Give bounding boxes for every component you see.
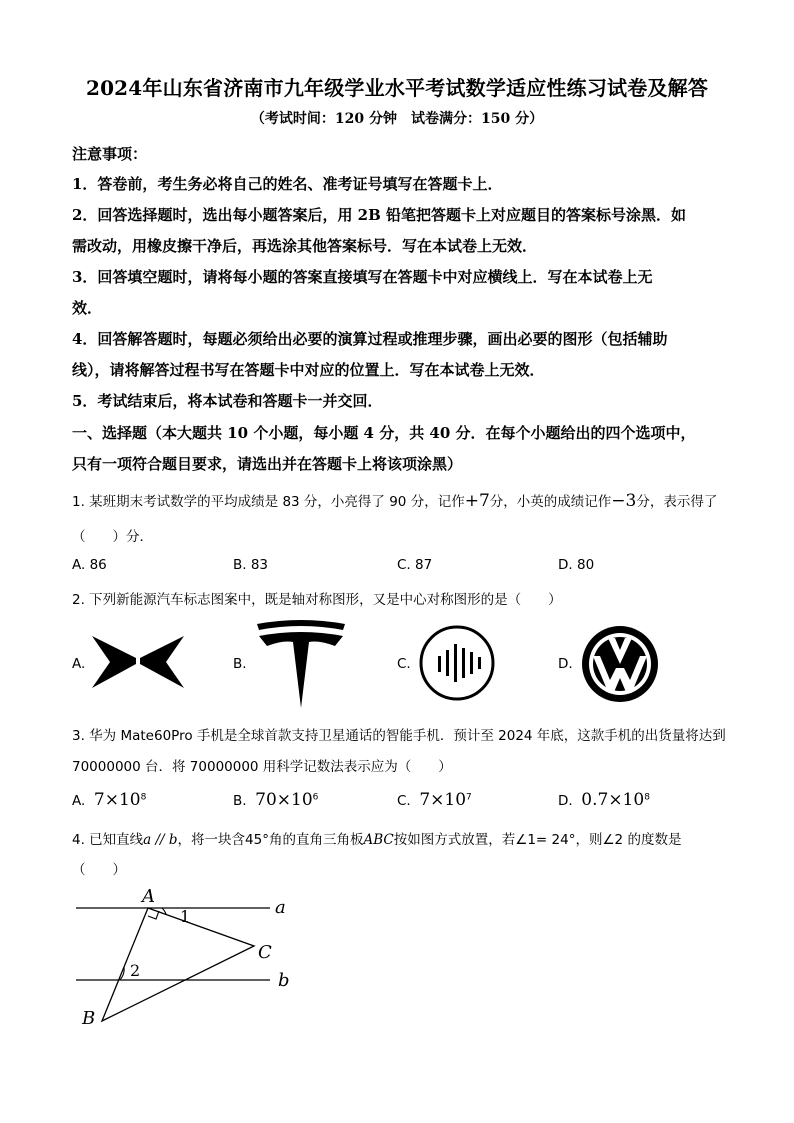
notes-heading: 注意事项： [72, 145, 148, 163]
q4-text-c: 角的直角三角板 [268, 832, 364, 848]
q2-text: 2. 下列新能源汽车标志图案中，既是轴对称图形，又是中心对称图形的是（ ） [72, 592, 562, 608]
q1-text [72, 490, 717, 511]
q2-label-b: B. [233, 656, 247, 672]
circle-bars-logo-icon [418, 624, 496, 702]
q3-option-c [397, 790, 472, 810]
label-point-b: B [82, 1008, 96, 1029]
q1-option-d: D. 80 [558, 557, 595, 573]
tesla-logo-icon [253, 620, 349, 710]
q3-option-a [72, 790, 146, 810]
q3-option-d-label: D. [558, 793, 573, 809]
q1-option-c: C. 87 [397, 557, 433, 573]
right-angle-mark [148, 911, 159, 919]
q1-option-a: A. 86 [72, 557, 107, 573]
q2-label-c: C. [397, 656, 411, 672]
q3-option-c-base: 7×10 [419, 790, 467, 810]
q1-text-b: 分，小英的成绩记作 [489, 494, 612, 510]
q4-text [72, 828, 681, 848]
note-4b: 线），请将解答过程书写在答题卡中对应的位置上．写在本试卷上无效． [72, 361, 545, 379]
note-3a: 3．回答填空题时，请将每小题的答案直接填写在答题卡中对应横线上．写在本试卷上无 [72, 268, 653, 286]
note-2a: 2．回答选择题时，选出每小题答案后，用 2B 铅笔把答题卡上对应题目的答案标号涂黑．如 [72, 206, 687, 224]
note-3b: 效． [72, 299, 103, 317]
q2-label-a: A. [72, 656, 86, 672]
q1-plus7: +7 [464, 491, 490, 511]
q3-option-b-label: B. [233, 793, 247, 809]
label-angle-2: 2 [130, 961, 141, 980]
section1-line1: 一、选择题（本大题共 10 个小题，每小题 4 分，共 40 分．在每个小题给出的四个选项中， [72, 424, 696, 442]
note-5: 5．考试结束后，将本试卷和答题卡一并交回． [72, 392, 383, 410]
q4-geometry-figure [70, 882, 310, 1032]
q3-option-b-base: 70×10 [255, 790, 313, 810]
q3-option-d-exp: 8 [644, 792, 650, 803]
q3-option-a-label: A. [72, 793, 86, 809]
q3-line2: 70000000 台．将 70000000 用科学记数法表示应为（ ） [72, 759, 452, 775]
q3-option-b [233, 790, 318, 810]
page-title: 2024年山东省济南市九年级学业水平考试数学适应性练习试卷及解答 [85, 76, 709, 100]
q2-label-d: D. [558, 656, 573, 672]
q1-option-b: B. 83 [233, 557, 269, 573]
q3-option-a-base: 7×10 [93, 790, 141, 810]
q1-minus3: −3 [611, 491, 637, 511]
q4-text-b: ，将一块含 [177, 832, 246, 848]
q4-text-e: （ ） [72, 862, 126, 878]
q1-text-c: 分，表示得了 [636, 494, 718, 510]
q3-option-c-label: C. [397, 793, 411, 809]
q4-ab: a // b [143, 832, 178, 848]
exam-subtitle: （考试时间：120 分钟 试卷满分：150 分） [250, 111, 544, 127]
q4-abc: ABC [363, 832, 394, 848]
vw-logo-icon [580, 624, 660, 704]
q1-text-a: 1. 某班期末考试数学的平均成绩是 83 分，小亮得了 90 分，记作 [72, 494, 465, 510]
q3-option-c-exp: 7 [466, 792, 472, 803]
xpeng-logo-icon [90, 630, 186, 694]
q4-text-d: 按如图方式放置，若∠1= 24°，则∠2 的度数是 [393, 832, 682, 848]
note-4a: 4．回答解答题时，每题必须给出必要的演算过程或推理步骤，画出必要的图形（包括辅助 [72, 330, 668, 348]
q3-option-a-exp: 8 [140, 792, 147, 803]
label-angle-1: 1 [180, 907, 191, 926]
q4-deg: 45° [245, 832, 269, 848]
section1-line2: 只有一项符合题目要求，请选出并在答题卡上将该项涂黑） [72, 455, 463, 473]
note-2b: 需改动，用橡皮擦干净后，再选涂其他答案标号．写在本试卷上无效． [72, 237, 538, 255]
q3-option-d [558, 790, 650, 810]
note-1: 1．答卷前，考生务必将自己的姓名、准考证号填写在答题卡上． [72, 175, 503, 193]
label-point-a: A [142, 886, 155, 907]
q4-text-a: 4. 已知直线 [72, 832, 144, 848]
q3-option-b-exp: 6 [312, 792, 319, 803]
q1-text-d: （ ）分． [72, 529, 153, 545]
q3-option-d-base: 0.7×10 [581, 790, 645, 810]
triangle-abc [102, 908, 254, 1021]
q3-line1: 3. 华为 Mate60Pro 手机是全球首款支持卫星通话的智能手机．预计至 2024 年底，这款手机的出货量将达到 [72, 728, 726, 744]
label-line-b: b [278, 970, 290, 991]
label-line-a: a [275, 897, 286, 918]
label-point-c: C [258, 942, 272, 963]
